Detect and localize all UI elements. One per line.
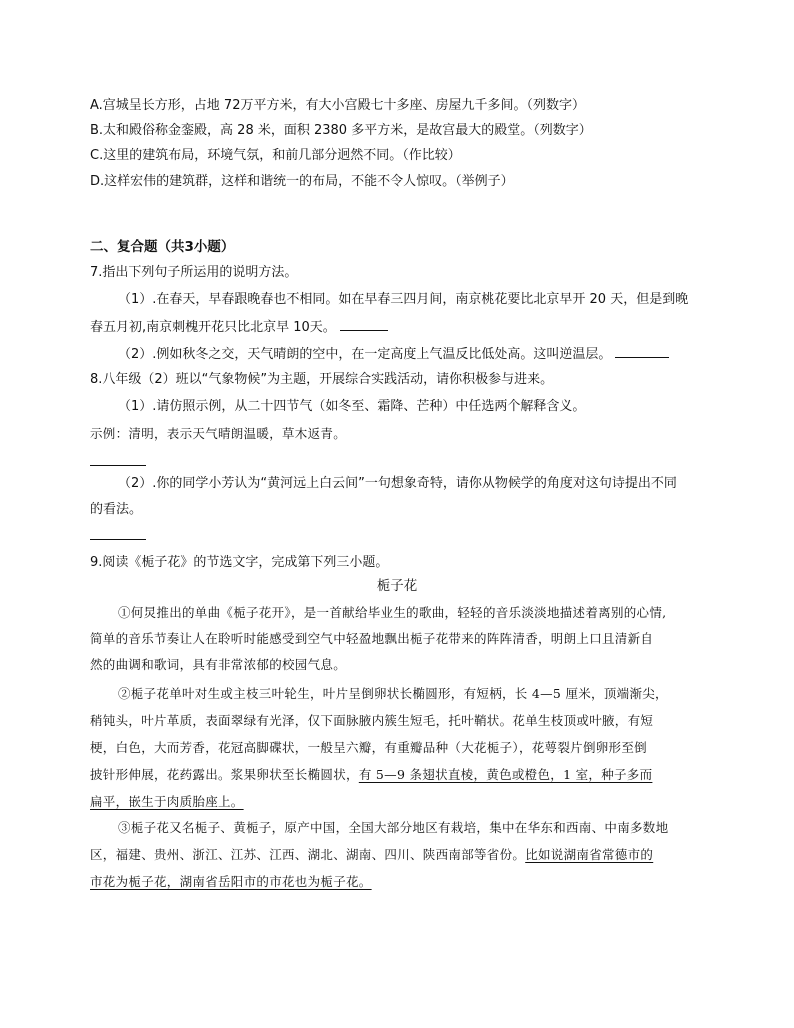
q8-answer-blank-2[interactable] [90,539,146,540]
para1-line3: 然的曲调和歌词，具有非常浓郁的校园气息。 [90,657,347,672]
q8-part2-line2: 的看法。 [90,502,143,517]
para3-underlined-a: 比如说湖南省常德市的 [525,847,654,862]
para3-line2 [90,845,653,865]
para2-underlined-a: 有 5—9 条翅状直棱，黄色或橙色，1 室，种子多而 [358,767,653,782]
q8-answer-blank-1[interactable] [90,465,146,466]
q8-part2-line1: （2）.你的同学小芳认为“黄河远上白云间”一句想象奇特，请你从物候学的角度对这句诗提出不同 [118,476,677,491]
q8-stem: 8.八年级（2）班以“气象物候”为主题，开展综合实践活动，请你积极参与进来。 [90,372,554,387]
q7-part2 [118,343,669,365]
q7-part1-line2-text: 春五月初,南京刺槐开花只比北京早 10天。 [90,320,336,335]
option-c: C.这里的建筑布局，环境气氛，和前几部分迥然不同。（作比较） [90,148,461,163]
para2-line5 [90,792,244,812]
para3-line2-text: 区，福建、贵州、浙江、江苏、江西、湖北、湖南、四川、陕西南部等省份。 [90,847,526,862]
para3-underlined-b: 市花为栀子花，湖南省岳阳市的市花也为栀子花。 [90,874,372,889]
passage-title: 栀子花 [376,578,418,594]
q8-example: 示例：清明，表示天气晴朗温暖，草木返青。 [90,426,347,441]
para3-line3 [90,872,372,892]
para1-line2: 简单的音乐节奏让人在聆听时能感受到空气中轻盈地飘出栀子花带来的阵阵清香，明朗上口且清新自 [90,631,654,646]
q7-stem: 7.指出下列句子所运用的说明方法。 [90,265,298,280]
para2-line4 [90,765,652,785]
q8-part1: （1）.请仿照示例，从二十四节气（如冬至、霜降、芒种）中任选两个解释含义。 [118,399,586,414]
q9-stem: 9.阅读《栀子花》的节选文字，完成第下列三小题。 [90,555,389,570]
para2-line2: 稍钝头，叶片革质，表面翠绿有光泽，仅下面脉腋内簇生短毛，托叶鞘状。花单生枝顶或叶腋，有短 [90,713,654,728]
section-heading: 二、复合题（共3小题） [90,239,235,255]
option-d: D.这样宏伟的建筑群，这样和谐统一的布局，不能不令人惊叹。（举例子） [90,174,514,189]
para2-underlined-b: 扁平，嵌生于肉质胎座上。 [90,794,244,809]
para3-line1: ③栀子花又名栀子、黄栀子，原产中国，全国大部分地区有栽培，集中在华东和西南、中南多数地 [118,820,669,835]
q7-part1-line2 [90,316,388,338]
para2-line3: 梗，白色，大而芳香，花冠高脚碟状，一般呈六瓣，有重瓣品种（大花栀子），花萼裂片倒卵形至倒 [90,740,647,755]
para2-line4-text: 披针形伸展，花药露出。浆果卵状至长椭圆状， [90,767,359,782]
q7-part1-line1: （1）.在春天，早春跟晚春也不相同。如在早春三四月间，南京桃花要比北京早开 20 天，但是到晚 [118,292,689,307]
q7-answer-blank-2[interactable] [615,343,669,358]
option-b: B.太和殿俗称金銮殿，高 28 米，面积 2380 多平方米，是故宫最大的殿堂。（列数字） [90,123,592,138]
q7-part2-text: （2）.例如秋冬之交，天气晴朗的空中，在一定高度上气温反比低处高。这叫逆温层。 [118,347,612,362]
para1-line1: ①何炅推出的单曲《栀子花开》，是一首献给毕业生的歌曲，轻轻的音乐淡淡地描述着离别的心情, [118,605,667,620]
option-a: A.宫城呈长方形，占地 72万平方米，有大小宫殿七十多座、房屋九千多间。（列数字） [90,98,585,113]
q7-answer-blank-1[interactable] [340,316,388,331]
para2-line1: ②栀子花单叶对生或主枝三叶轮生，叶片呈倒卵状长椭圆形，有短柄，长 4—5 厘米，顶端渐尖， [118,686,668,701]
